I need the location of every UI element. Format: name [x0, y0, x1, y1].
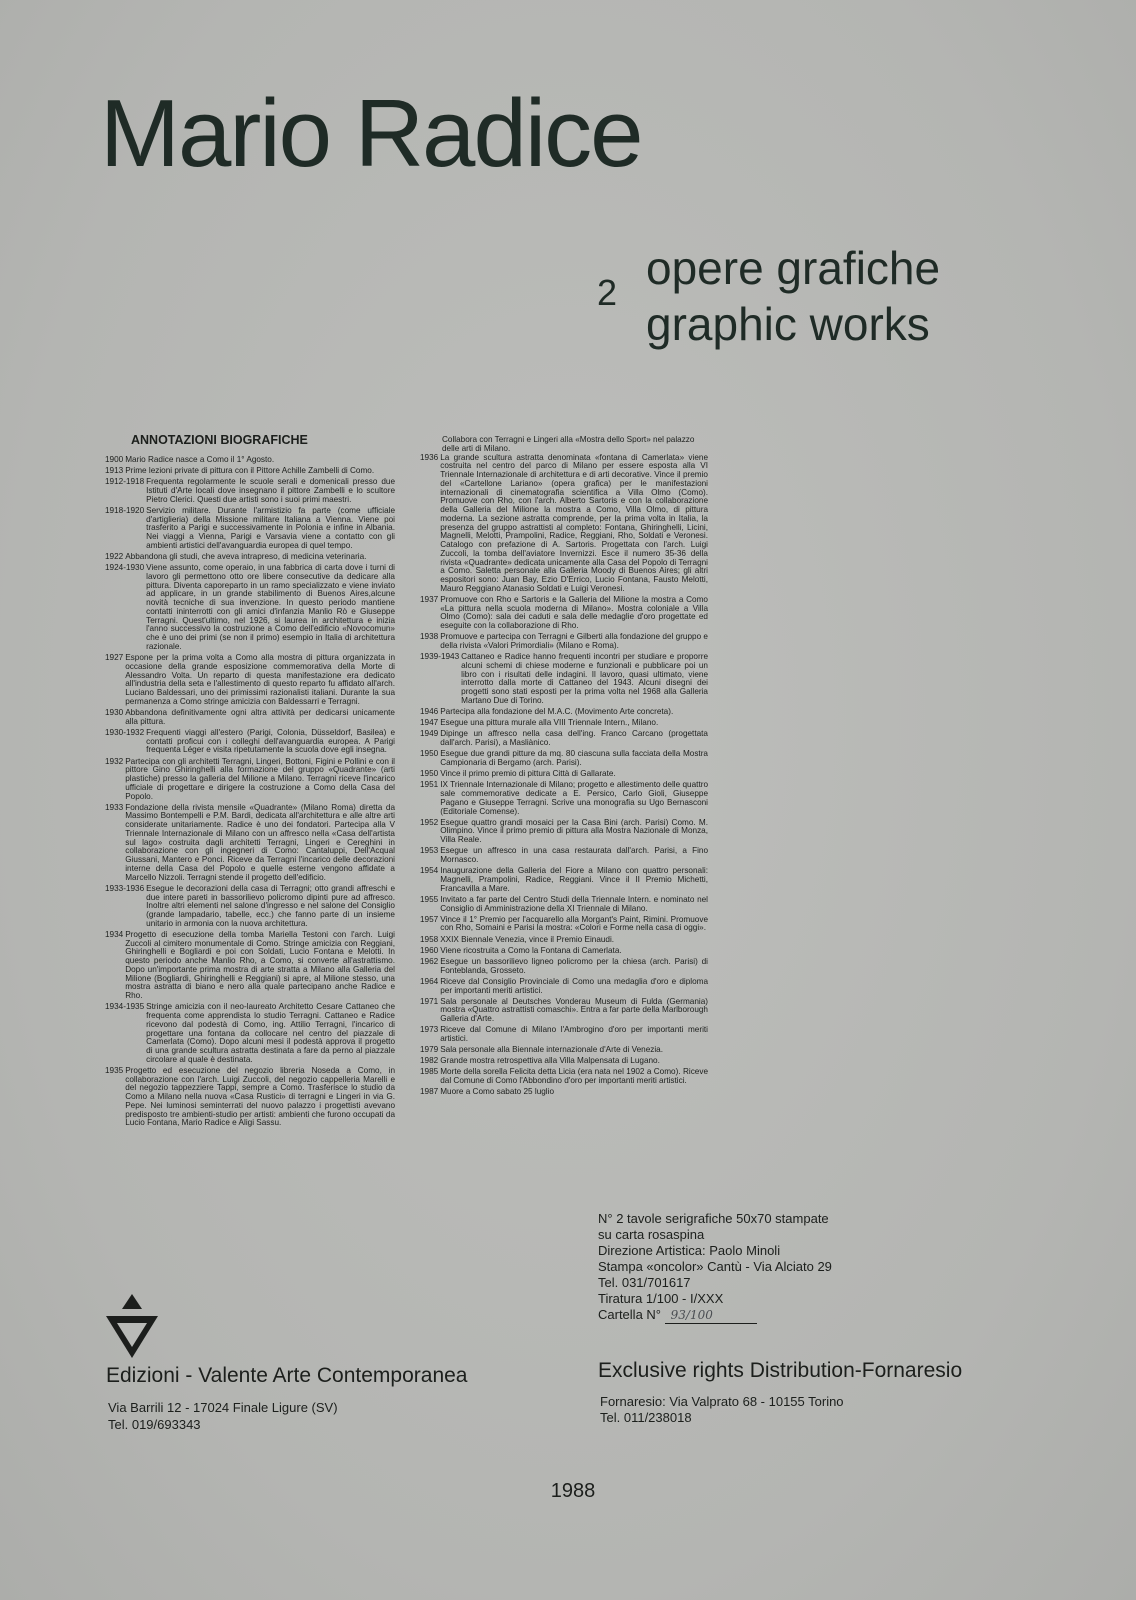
- bio-entry: [420, 947, 708, 956]
- distribution-address: Fornaresio: Via Valprato 68 - 10155 Torino: [600, 1394, 844, 1409]
- volume-number: 2: [597, 272, 618, 313]
- bio-entry-text: Frequenti viaggi all'estero (Parigi, Colonia, Düsseldorf, Basilea) e contatti proficui con i colleghi dell'avanguardia europea. A Parigi frequenta Léger e visita ripetutamente la scuola dove egli insegna.: [146, 727, 395, 755]
- bio-entry-year: 1930: [105, 707, 124, 717]
- bio-entry: [105, 709, 395, 727]
- bio-entry-year: 1973: [420, 1025, 439, 1035]
- edition-line: N° 2 tavole serigrafiche 50x70 stampate: [598, 1211, 829, 1226]
- bio-entry: [420, 1026, 708, 1044]
- bio-entry-text: Abbandona gli studi, che aveva intrapreso, di medicina veterinaria.: [125, 552, 367, 562]
- page-title: Mario Radice: [100, 80, 642, 187]
- bio-entry: [105, 507, 395, 551]
- bio-continuation: Collabora con Terragni e Lingeri alla «Mostra dello Sport» nel palazzo delle arti di Milano.: [442, 435, 695, 453]
- bio-entry-text: Morte della sorella Felicita detta Licia (era nata nel 1902 a Como). Riceve dal Comune di Como l'Abbondino d'oro per importanti meriti artistici.: [440, 1067, 708, 1086]
- publisher-contact: [108, 1399, 338, 1433]
- bio-entry-year: 1922: [105, 552, 124, 562]
- bio-entry-year: 1971: [420, 996, 439, 1006]
- edition-line: Tiratura 1/100 - I/XXX: [598, 1291, 724, 1306]
- bio-entry-text: Muore a Como sabato 25 luglio: [440, 1087, 555, 1097]
- bio-entry-year: 1979: [420, 1045, 439, 1055]
- bio-entry-year: 1934-1935: [105, 1002, 145, 1012]
- bio-entry-year: 1950: [420, 749, 439, 759]
- distribution-tel: Tel. 011/238018: [600, 1410, 692, 1425]
- bio-entry-year: 1913: [105, 466, 124, 476]
- bio-entry: [420, 770, 708, 779]
- bio-entry: [105, 553, 395, 562]
- bio-entry-year: 1936: [420, 452, 439, 462]
- publisher-logo-icon: [104, 1292, 160, 1362]
- bio-entry-text: XXIX Biennale Venezia, vince il Premio Einaudi.: [440, 934, 615, 944]
- bio-entry: [420, 730, 708, 748]
- cartella-label: Cartella N°: [598, 1307, 661, 1322]
- bio-entry-year: 1930-1932: [105, 727, 145, 737]
- bio-entry-year: 1934: [105, 929, 124, 939]
- bio-entry: [420, 454, 708, 594]
- cartella-number-line: [665, 1307, 757, 1324]
- bio-entry: [420, 936, 708, 945]
- bio-entry-text: La grande scultura astratta denominata «fontana di Camerlata» viene costruita nel centro del parco di Milano per essere esposta alla VI Triennale Internazionale di architettura e di arti decorative. Vince il premio del «Cartellone Lariano» (opera grafica) per le manifestazioni internazionali di cinematografia scientifica a Villa Olmo (Como). Promuove con Rho, con l'arch. Alberto Sartoris e con la collaborazione della Galleria del Milione la mostra a Como, Villa Olmo, di pittura moderna. La sezione astratta comprende, per la prima volta in Italia, la presenza del gruppo astrattisti al completo: Fontana, Ghiringhelli, Licini, Magnelli, Melotti, Prampolini, Radice, Reggiani, Rho, Soldati e Veronesi. Catalogo con prefazione di A. Sartoris. Progettata con l'arch. Luigi Zuccoli, la tomba dell'aviatore Invernizzi. Esce il numero 35-36 della rivista «Quadrante» dedicata unicamente alla Casa del Popolo di Terragni a Como. Saletta personale alla Galleria Moody di Buenos Aires; gli altri espositori sono: Juan Bay, Ezio D'Errico, Lucio Fontana, Fausto Melotti, Mauro Reggiano Atanasio Soldati e Luigi Veronesi.: [440, 452, 708, 593]
- bio-entry-year: 1927: [105, 653, 124, 663]
- bio-entry-text: Viene assunto, come operaio, in una fabbrica di carta dove i turni di lavoro gli permettono otto ore libere consecutive da dedicare alla pittura. Diventa caporeparto in un ramo specializzato e viene inviato ad applicare, in un grande stabilimento di Buenos Aires,alcune novità tecniche di sua invenzione. In questo periodo mantiene contatti ininterrotti con gli amici d'infanzia Manlio Rò e Giuseppe Terragni. Quest'ultimo, nel 1926, si laurea in architettura e inizia l'anno successivo la costruzione a Como dell'edificio «Novocomun» che è uno dei primi (se non il primo) esempio in Italia di architettura razionale.: [146, 563, 395, 651]
- bio-entry-year: 1964: [420, 976, 439, 986]
- bio-entry-year: 1947: [420, 718, 439, 728]
- bio-entry-year: 1932: [105, 756, 124, 766]
- bio-entry-year: 1953: [420, 846, 439, 856]
- bio-entry-year: 1937: [420, 594, 439, 604]
- bio-entry: [420, 867, 708, 893]
- bio-entry: [420, 998, 708, 1024]
- publisher-name: Edizioni - Valente Arte Contemporanea: [106, 1364, 468, 1387]
- bio-entry-year: 1924-1930: [105, 563, 145, 573]
- bio-entry-year: 1962: [420, 956, 439, 966]
- bio-entry-year: 1949: [420, 729, 439, 739]
- bio-entry-text: Inaugurazione della Galleria del Fiore a Milano con quattro personali: Magnelli, Prampolini, Radice, Reggiani. Vince il II Premio Michetti, Francavilla a Mare.: [440, 866, 708, 893]
- bio-entry-text: Esegue un bassorilievo ligneo policromo per la chiesa (arch. Parisi) di Fonteblanda, Grosseto.: [440, 956, 708, 975]
- bio-entry-text: Sala personale al Deutsches Vonderau Museum di Fulda (Germania) mostra «Quattro astrattisti comaschi». Entra a far parte della Marlborough Galleria d'Arte.: [440, 996, 708, 1024]
- bio-entry-text: Mario Radice nasce a Como il 1° Agosto.: [125, 455, 275, 464]
- bio-entry-year: 1933: [105, 802, 124, 812]
- bio-entry-year: 1939-1943: [420, 652, 460, 662]
- bio-entry-text: Servizio militare. Durante l'armistizio fa parte (come ufficiale d'artiglieria) della Missione militare Italiana a Vienna. Viene poi trasferito a Parigi e successivamente in Polonia e infine in Albania. Nei viaggi a Vienna, Parigi e Varsavia viene a contatto con gli ambienti artistici dell'avanguardia europea di quel tempo.: [146, 505, 395, 550]
- bio-entry-year: 1987: [420, 1087, 439, 1097]
- bio-entry-text: Progetto ed esecuzione del negozio libreria Noseda a Como, in collaborazione con l'arch. Luigi Zuccoli, del negozio cappelleria Marelli e del negozio tappezziere Tappi, sempre a Como. Trasferisce lo studio da Como a Milano nella nuova «Casa Rustici» di terragni e Lingeri in via G. Pepe. Nei luminosi seminterrati del nuovo palazzo i progettisti avevano predisposto tre ambienti-studio per artisti: ambienti che furono occupati da Lucio Fontana, Mario Radice e Aligi Sassu.: [125, 1065, 395, 1128]
- bio-entry-text: Grande mostra retrospettiva alla Villa Malpensata di Lugano.: [440, 1056, 660, 1066]
- edition-info: [598, 1211, 832, 1324]
- edition-line: Stampa «oncolor» Cantù - Via Alciato 29: [598, 1259, 832, 1274]
- bio-entry: [420, 916, 708, 934]
- edition-line: Direzione Artistica: Paolo Minoli: [598, 1243, 781, 1258]
- bio-entry: [105, 478, 395, 504]
- bio-entry-text: Cattaneo e Radice hanno frequenti incontri per studiare e proporre alcuni schemi di chiese moderne e funzionali e pubblicare poi un libro con i risultati delle indagini. Il lavoro, quasi ultimato, viene interrotto dalla morte di Cattaneo del 1943. Alcuni disegni dei progetti sono stati esposti per la prima volta nel 1968 alla Galleria Martano Due di Torino.: [461, 652, 708, 705]
- bio-entry-text: Vince il 1° Premio per l'acquarello alla Morgant's Paint, Rimini. Promuove con Rho, Somaini e Parisi la mostra: «Colori e Forme nella casa di oggi».: [440, 914, 708, 933]
- bio-entry: [420, 750, 708, 768]
- bio-entry-year: 1985: [420, 1067, 439, 1077]
- bio-entry-year: 1957: [420, 914, 439, 924]
- subtitle: [646, 240, 940, 352]
- bio-entry: [105, 564, 395, 652]
- bio-entry-text: IX Triennale Internazionale di Milano; progetto e allestimento delle quattro sale commemorative dedicate a E. Persico, Carlo Gioli, Giuseppe Pagano e Giuseppe Terragni. Scrive una monografia su Ugo Bernasconi (Editoriale Comense).: [440, 780, 708, 816]
- bio-entry-year: 1933-1936: [105, 883, 145, 893]
- bio-entry: [420, 819, 708, 845]
- bio-entry-text: Prime lezioni private di pittura con il Pittore Achille Zambelli di Como.: [125, 466, 375, 476]
- bio-entry-text: Esegue un affresco in una casa restaurata dall'arch. Parisi, a Fino Mornasco.: [440, 846, 708, 865]
- bio-entry-year: 1912-1918: [105, 477, 145, 487]
- bio-entry-year: 1958: [420, 934, 439, 944]
- bio-heading: ANNOTAZIONI BIOGRAFICHE: [131, 433, 308, 447]
- bio-entry: [105, 456, 395, 465]
- bio-entry: [420, 708, 708, 717]
- bio-entry: [420, 1046, 708, 1055]
- bio-entry: [105, 931, 395, 1001]
- bio-entry: [420, 958, 708, 976]
- bio-entry: [420, 781, 708, 816]
- bio-entry: [105, 729, 395, 755]
- bio-entry: [105, 467, 395, 476]
- publication-year: 1988: [550, 1480, 596, 1502]
- bio-entry-text: Viene ricostruita a Como la Fontana di Camerlata.: [440, 945, 622, 955]
- bio-entry: [105, 654, 395, 707]
- bio-entry-text: Promuove con Rho e Sartoris e la Galleria del Milione la mostra a Como «La pittura nella scuola moderna di Milano». Mostra coloniale a Villa Olmo (Como): sala dei caduti e sala delle medaglie d'oro progettate ed eseguite con la collaborazione di Rho.: [440, 594, 708, 631]
- bio-entry-text: Invitato a far parte del Centro Studi della Triennale Intern. e nominato nel Consiglio di Amministrazione della XI Triennale di Milano.: [440, 894, 708, 913]
- bio-entry: [420, 847, 708, 865]
- bio-entry-year: 1950: [420, 769, 439, 779]
- bio-entry-text: Partecipa alla fondazione del M.A.C. (Movimento Arte concreta).: [440, 707, 674, 717]
- bio-entry-text: Esegue le decorazioni della casa di Terragni; otto grandi affreschi e due intere pareti in bassorilievo policromo dipinti pure ad affresco. Inoltre altri elementi nel salone d'ingresso e nel salone del Consiglio (grande lampadario, tabelle, ecc.) che fanno parte di un insieme unitario in armonia con la nuova architettura.: [146, 883, 395, 928]
- bio-entry-text: Esegue quattro grandi mosaici per la Casa Bini (arch. Parisi) Como. M. Olimpino. Vince il primo premio di pittura alla Mostra Nazionale di Monza, Villa Reale.: [440, 817, 708, 845]
- bio-entry: [105, 1003, 395, 1064]
- bio-entry-year: 1946: [420, 707, 439, 717]
- bio-entry-text: Promuove e partecipa con Terragni e Gilberti alla fondazione del gruppo e della rivista «Valori Primordiali» (Milano e Roma).: [440, 632, 708, 651]
- subtitle-italian: opere grafiche: [646, 242, 941, 294]
- bio-entry-year: 1938: [420, 632, 439, 642]
- bio-entry-year: 1954: [420, 866, 439, 876]
- bio-entry-text: Abbandona definitivamente ogni altra attività per dedicarsi unicamente alla pittura.: [125, 707, 395, 726]
- bio-entry: [420, 719, 708, 728]
- bio-column-right: [420, 436, 708, 1100]
- bio-entry-year: 1918-1920: [105, 505, 145, 515]
- bio-entry: [420, 1088, 708, 1097]
- bio-entry-year: 1900: [105, 455, 124, 464]
- bio-entry-text: Fondazione della rivista mensile «Quadrante» (Milano Roma) diretta da Massimo Bontempelli e P.M. Bardi, dedicata all'architettura e alle altre arti considerate unitariamente. Radice è uno dei fondatori. Partecipa alla V Triennale Internazionale di Milano con un affresco nella «Casa dell'artista sul lago» costruita dagli architetti Terragni, Lingeri e Cereghini in collaborazione con gli ingegneri di Como: Cantaluppi, Dell'Acqual Giussani, Mantero e Ponci. Riceve da Terragni l'incarico delle decorazioni interne della Casa del Popolo e quelle esterne vengono affidate a Marcello Nizzoli. Terragni stende il progetto dell'edificio.: [125, 802, 395, 882]
- distribution-contact: [600, 1394, 844, 1426]
- bio-entry: [105, 804, 395, 883]
- bio-entry-year: 1960: [420, 945, 439, 955]
- bio-entry: [105, 1067, 395, 1128]
- distribution-title: Exclusive rights Distribution-Fornaresio: [598, 1359, 963, 1382]
- bio-entry: [420, 1057, 708, 1066]
- bio-entry-text: Riceve dal Consiglio Provinciale di Como una medaglia d'oro e diploma per importanti meriti artistici.: [440, 976, 708, 995]
- bio-entry: [420, 653, 708, 706]
- bio-entry-text: Progetto di esecuzione della tomba Mariella Testoni con l'arch. Luigi Zuccoli al cimitero monumentale di Como. Stringe amicizia con Reggiani, Ghiringhelli e Bogliardi e poi con Soldati, Lucio Fontana e Melotti. In questo periodo anche Manlio Rho, a Como, si converte all'astrattismo. Dopo un'importante prima mostra di arte stratta a Milano alla Galleria del Milione (Bogliardi, Ghiringhelli e Reggiani) si apre, al Milione stesso, una mostra astratta di biano e nero alla quale partecipano anche Radice e Rho.: [125, 929, 395, 1001]
- edition-line: Tel. 031/701617: [598, 1275, 691, 1290]
- bio-entry: [420, 596, 708, 631]
- bio-entry: [105, 758, 395, 802]
- bio-entry-text: Sala personale alla Biennale internazionale d'Arte di Venezia.: [440, 1045, 663, 1055]
- bio-entry: [420, 1068, 708, 1086]
- cartella-handwritten-number: 93/100: [670, 1308, 713, 1322]
- bio-entry: [420, 633, 708, 651]
- bio-entry-year: 1951: [420, 780, 439, 790]
- publisher-address: Via Barrili 12 - 17024 Finale Ligure (SV): [108, 1400, 338, 1415]
- bio-entry-text: Esegue due grandi pitture da mq. 80 ciascuna sulla facciata della Mostra Campionaria di Bergamo (arch. Parisi).: [440, 749, 708, 767]
- bio-column-left: [105, 456, 395, 1131]
- bio-entry-text: Esegue una pittura murale alla VIII Triennale Intern., Milano.: [440, 718, 659, 728]
- bio-entry-text: Riceve dal Comune di Milano l'Ambrogino d'oro per importanti meriti artistici.: [440, 1025, 708, 1044]
- bio-entry-text: Dipinge un affresco nella casa dell'ing. Franco Carcano (progettata dall'arch. Parisi), a Masliànico.: [440, 729, 708, 748]
- bio-entry-text: Stringe amicizia con il neo-laureato Architetto Cesare Cattaneo che frequenta come apprendista lo studio Terragni. Cattaneo e Radice ricevono dal podestà di Como, ing. Attilio Terragni, l'incarico di progettare una fontana da collocare nel centro del piazzale di Camerlata (Como). Dopo alcuni mesi il podestà approva il progetto di una grande scultura astratta destinata a fare da perno al piazzale circolare al quale è destinata.: [146, 1002, 395, 1064]
- subtitle-english: graphic works: [646, 298, 930, 350]
- bio-entry-year: 1982: [420, 1056, 439, 1066]
- bio-entry-year: 1952: [420, 817, 439, 827]
- bio-entry: [105, 885, 395, 929]
- publisher-tel: Tel. 019/693343: [108, 1417, 201, 1432]
- bio-entry-text: Partecipa con gli architetti Terragni, Lingeri, Bottoni, Figini e Pollini e con il pittore Gino Ghiringhelli alla formazione del gruppo «Quadrante» (arti plastiche) presso la galleria del Milione a Milano. Terragni riceve l'incarico ufficiale di progettare e dirigere la costruzione a Como della Casa del Popolo.: [125, 756, 395, 801]
- bio-entry-text: Espone per la prima volta a Como alla mostra di pittura organizzata in occasione della grande esposizione commemorativa della Morte di Alessandro Volta. Un reparto di questa manifestazione era dedicato all'industria della seta e l'allestimento di questo reparto fu affidato all'arch. Luciano Baldessari, uno dei primissimi razionalisti italiani. Durante la sua permanenza a Como stringe amicizia con Baldessarri e Terragni.: [125, 653, 395, 706]
- bio-entry-text: Vince il primo premio di pittura Città di Gallarate.: [440, 769, 616, 779]
- bio-entry-text: Frequenta regolarmente le scuole serali e domenicali presso due Istituti d'Arte locali dove insegnano il pittore Zambelli e lo scultore Pietro Clerici. Questi due artisti sono i suoi primi maestri.: [146, 477, 395, 504]
- bio-entry: [420, 978, 708, 996]
- bio-entry-year: 1935: [105, 1065, 124, 1075]
- bio-entry-year: 1955: [420, 894, 439, 904]
- cartella-line: [598, 1307, 832, 1324]
- bio-entry: [420, 896, 708, 914]
- edition-line: su carta rosaspina: [598, 1227, 705, 1242]
